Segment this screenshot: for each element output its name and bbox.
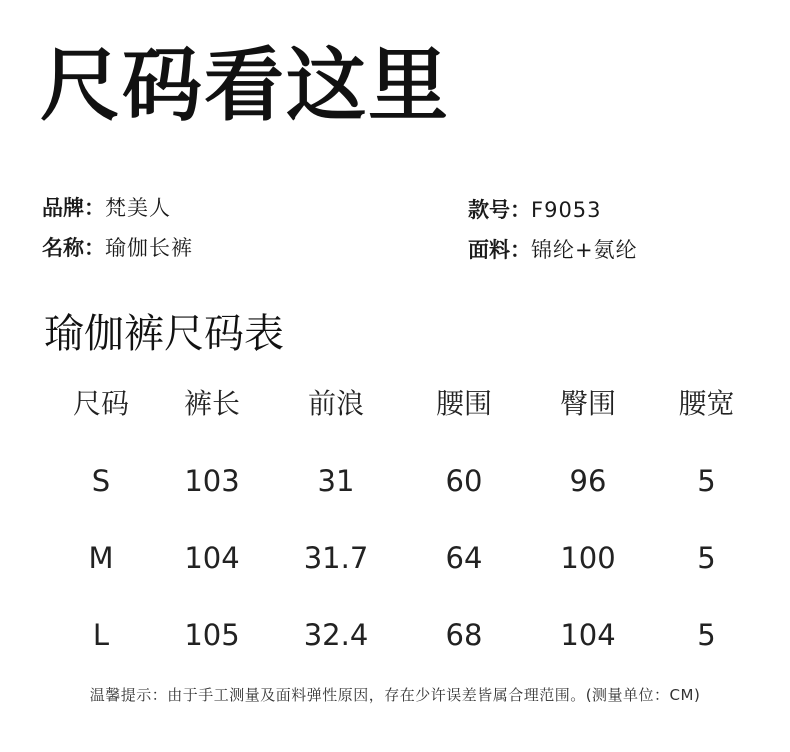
table-cell: 32.4 [303,617,369,652]
material-info [468,240,638,261]
model-value: F9053 [531,198,602,222]
table-row [40,596,755,673]
table-cell: 5 [697,463,716,498]
table-cell: L [92,617,110,652]
model-label: 款号： [468,198,531,222]
table-row [40,442,755,519]
table-cell: 96 [569,463,607,498]
measurement-note: 温馨提示：由于手工测量及面料弹性原因，存在少许误差皆属合理范围。(测量单位：CM) [89,686,701,704]
size-table [40,362,755,673]
material-label: 面料： [468,238,531,262]
header-size: 尺码 [72,387,129,420]
table-row [40,519,755,596]
name-label: 名称： [42,236,105,260]
table-cell: 104 [560,617,616,652]
material-value: 锦纶+氨纶 [531,238,638,262]
table-cell: 68 [445,617,483,652]
header-front-rise: 前浪 [307,387,364,420]
table-cell: M [88,540,114,575]
name-value: 瑜伽长裤 [105,236,193,260]
table-cell: 5 [697,617,716,652]
brand-info [42,198,171,219]
table-cell: 105 [184,617,240,652]
table-cell: 60 [445,463,483,498]
table-cell: 103 [184,463,240,498]
header-waist: 腰围 [435,387,492,420]
table-cell: 100 [560,540,616,575]
table-cell: 31.7 [303,540,369,575]
page-title: 尺码看这里 [40,39,450,132]
size-table-title: 瑜伽裤尺码表 [44,311,284,357]
header-length: 裤长 [183,387,240,420]
header-hip: 臀围 [559,387,616,420]
model-info [468,200,602,221]
table-header-row [40,362,755,442]
table-cell: 104 [184,540,240,575]
brand-label: 品牌： [42,196,105,220]
brand-value: 梵美人 [105,196,171,220]
table-cell: 5 [697,540,716,575]
table-cell: 64 [445,540,483,575]
product-name-info [42,238,193,259]
table-cell: 31 [317,463,355,498]
table-cell: S [91,463,111,498]
header-waistband-width: 腰宽 [678,387,735,420]
